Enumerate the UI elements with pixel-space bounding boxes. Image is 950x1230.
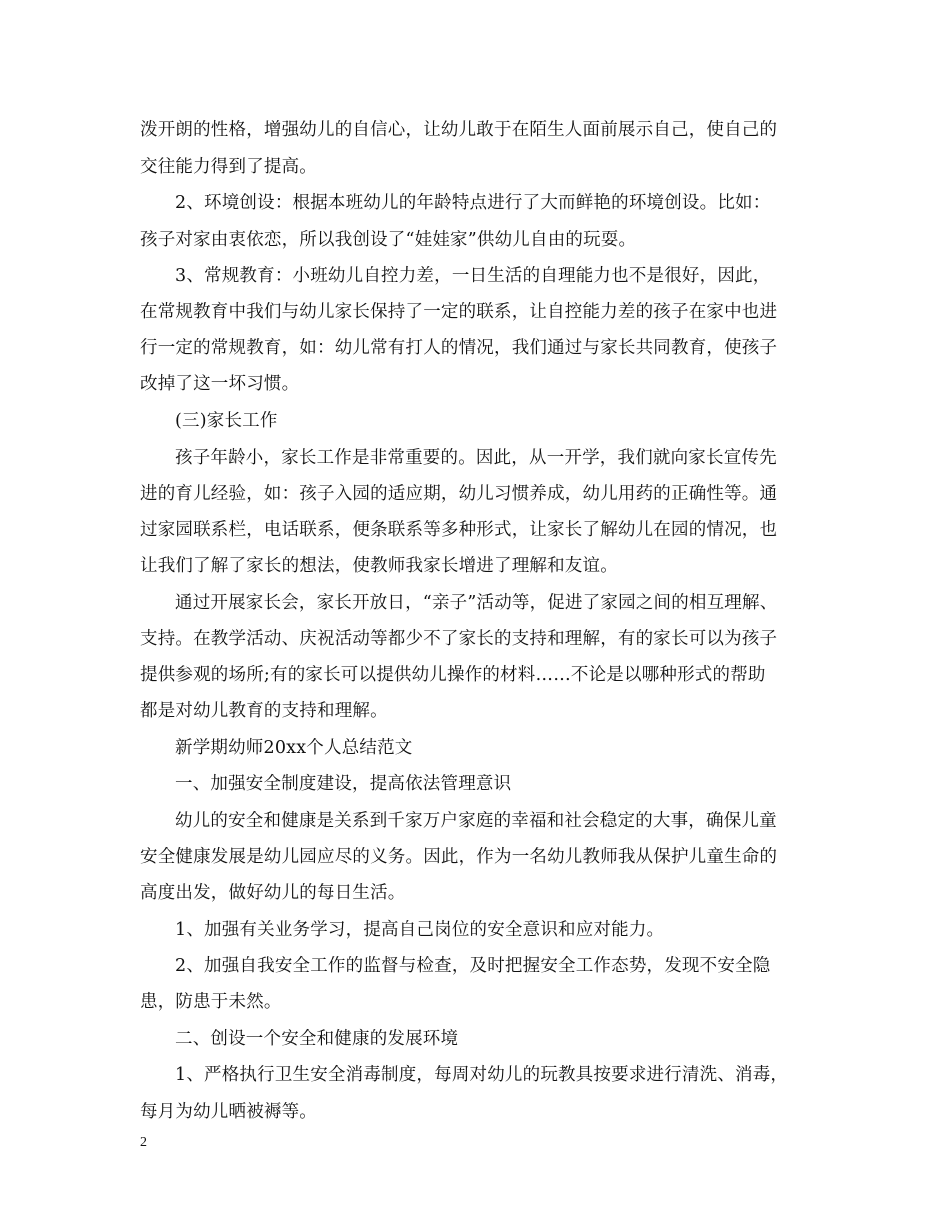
text-line: 幼儿的安全和健康是关系到千家万户家庭的幸福和社会稳定的大事，确保儿童	[175, 811, 777, 831]
text-line: 让我们了解了家长的想法，使教师我家长增进了理解和友谊。	[140, 556, 618, 576]
text-line: 都是对幼儿教育的支持和理解。	[140, 701, 388, 721]
text-line: 改掉了这一坏习惯。	[140, 374, 300, 394]
page-number: 2	[140, 1135, 147, 1150]
text-line: 在常规教育中我们与幼儿家长保持了一定的联系，让自控能力差的孩子在家中也进	[140, 302, 778, 322]
text-line: 提供参观的场所;有的家长可以提供幼儿操作的材料……不论是以哪种形式的帮助	[140, 665, 766, 685]
article-title: 新学期幼师20xx个人总结范文	[175, 738, 413, 758]
text-line: 交往能力得到了提高。	[140, 157, 317, 177]
section-heading: 一、加强安全制度建设，提高依法管理意识	[175, 774, 512, 794]
text-line: 进的育儿经验，如：孩子入园的适应期，幼儿习惯养成，幼儿用药的正确性等。通	[140, 484, 778, 504]
text-line: 通过开展家长会，家长开放日，“亲子”活动等，促进了家园之间的相互理解、	[175, 593, 778, 613]
text-line: 每月为幼儿晒被褥等。	[140, 1102, 317, 1122]
text-line: 患，防患于未然。	[140, 992, 282, 1012]
text-line: 孩子对家由衷依恋，所以我创设了“娃娃家”供幼儿自由的玩耍。	[140, 230, 637, 250]
text-line: 2、环境创设：根据本班幼儿的年龄特点进行了大而鲜艳的环境创设。比如：	[175, 193, 771, 213]
section-heading: 二、创设一个安全和健康的发展环境	[175, 1029, 459, 1049]
text-line: 行一定的常规教育，如：幼儿常有打人的情况，我们通过与家长共同教育，使孩子	[140, 338, 778, 358]
text-line: 过家园联系栏，电话联系，便条联系等多种形式，让家长了解幼儿在园的情况，也	[140, 520, 778, 540]
text-line: 高度出发，做好幼儿的每日生活。	[140, 883, 406, 903]
text-line: 3、常规教育：小班幼儿自控力差，一日生活的自理能力也不是很好，因此，	[175, 266, 771, 286]
text-line: 1、加强有关业务学习，提高自己岗位的安全意识和应对能力。	[175, 920, 665, 940]
text-line: 安全健康发展是幼儿园应尽的义务。因此，作为一名幼儿教师我从保护儿童生命的	[140, 847, 778, 867]
text-line: 泼开朗的性格，增强幼儿的自信心，让幼儿敢于在陌生人面前展示自己，使自己的	[140, 120, 778, 140]
text-line: 支持。在教学活动、庆祝活动等都少不了家长的支持和理解，有的家长可以为孩子	[140, 629, 778, 649]
text-line: 孩子年龄小，家长工作是非常重要的。因此，从一开学，我们就向家长宣传先	[175, 448, 777, 468]
section-heading: (三)家长工作	[175, 411, 278, 431]
text-line: 2、加强自我安全工作的监督与检查，及时把握安全工作态势，发现不安全隐	[175, 956, 771, 976]
text-line: 1、严格执行卫生安全消毒制度，每周对幼儿的玩教具按要求进行清洗、消毒，	[175, 1065, 789, 1085]
